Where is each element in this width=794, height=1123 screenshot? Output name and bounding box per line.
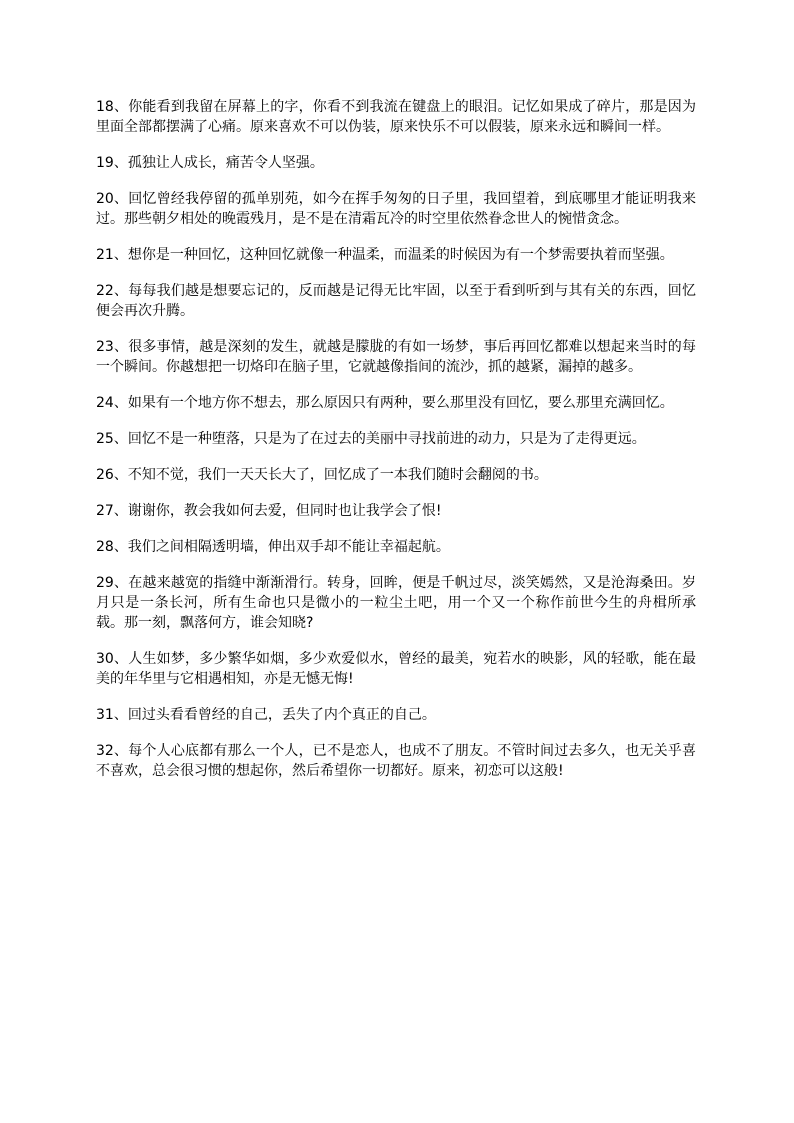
paragraph-19: 19、孤独让人成长，痛苦令人坚强。 xyxy=(96,155,324,171)
document-page xyxy=(96,97,696,797)
paragraph-26: 26、不知不觉，我们一天天长大了，回忆成了一本我们随时会翻阅的书。 xyxy=(96,467,548,483)
paragraph-29: 29、在越来越宽的指缝中渐渐滑行。转身，回眸，便是千帆过尽，淡笑嫣然，又是沧海桑田。岁月只是一条长河，所有生命也只是微小的一粒尘土吧，用一个又一个称作前世今生的舟楫所承载。那一刻，飘落何方，谁会知晓? xyxy=(96,575,696,631)
paragraph-32: 32、每个人心底都有那么一个人，已不是恋人，也成不了朋友。不管时间过去多久，也无关乎喜不喜欢，总会很习惯的想起你，然后希望你一切都好。原来，初恋可以这般! xyxy=(96,743,696,779)
paragraph-30: 30、人生如梦，多少繁华如烟，多少欢爱似水，曾经的最美，宛若水的映影，风的轻歌，能在最美的年华里与它相遇相知，亦是无憾无悔! xyxy=(96,651,696,687)
paragraph-20: 20、回忆曾经我停留的孤单别苑，如今在挥手匆匆的日子里，我回望着，到底哪里才能证明我来过。那些朝夕相处的晚霞残月，是不是在清霜瓦冷的时空里依然眷念世人的惋惜贪念。 xyxy=(96,191,696,227)
paragraph-18: 18、你能看到我留在屏幕上的字，你看不到我流在键盘上的眼泪。记忆如果成了碎片，那是因为里面全部都摆满了心痛。原来喜欢不可以伪装，原来快乐不可以假装，原来永远和瞬间一样。 xyxy=(96,99,696,135)
paragraph-24: 24、如果有一个地方你不想去，那么原因只有两种，要么那里没有回忆，要么那里充满回忆。 xyxy=(96,395,674,411)
paragraph-23: 23、很多事情，越是深刻的发生，就越是朦胧的有如一场梦，事后再回忆都难以想起来当时的每一个瞬间。你越想把一切烙印在脑子里，它就越像指间的流沙，抓的越紧，漏掉的越多。 xyxy=(96,339,696,375)
paragraph-21: 21、想你是一种回忆，这种回忆就像一种温柔，而温柔的时候因为有一个梦需要执着而坚强。 xyxy=(96,247,674,263)
paragraph-28: 28、我们之间相隔透明墙，伸出双手却不能让幸福起航。 xyxy=(96,539,450,555)
paragraph-27: 27、谢谢你，教会我如何去爱，但同时也让我学会了恨! xyxy=(96,503,442,519)
paragraph-22: 22、每每我们越是想要忘记的，反而越是记得无比牢固，以至于看到听到与其有关的东西，回忆便会再次升腾。 xyxy=(96,283,696,319)
paragraph-31: 31、回过头看看曾经的自己，丢失了内个真正的自己。 xyxy=(96,707,436,723)
paragraph-25: 25、回忆不是一种堕落，只是为了在过去的美丽中寻找前进的动力，只是为了走得更远。 xyxy=(96,431,646,447)
